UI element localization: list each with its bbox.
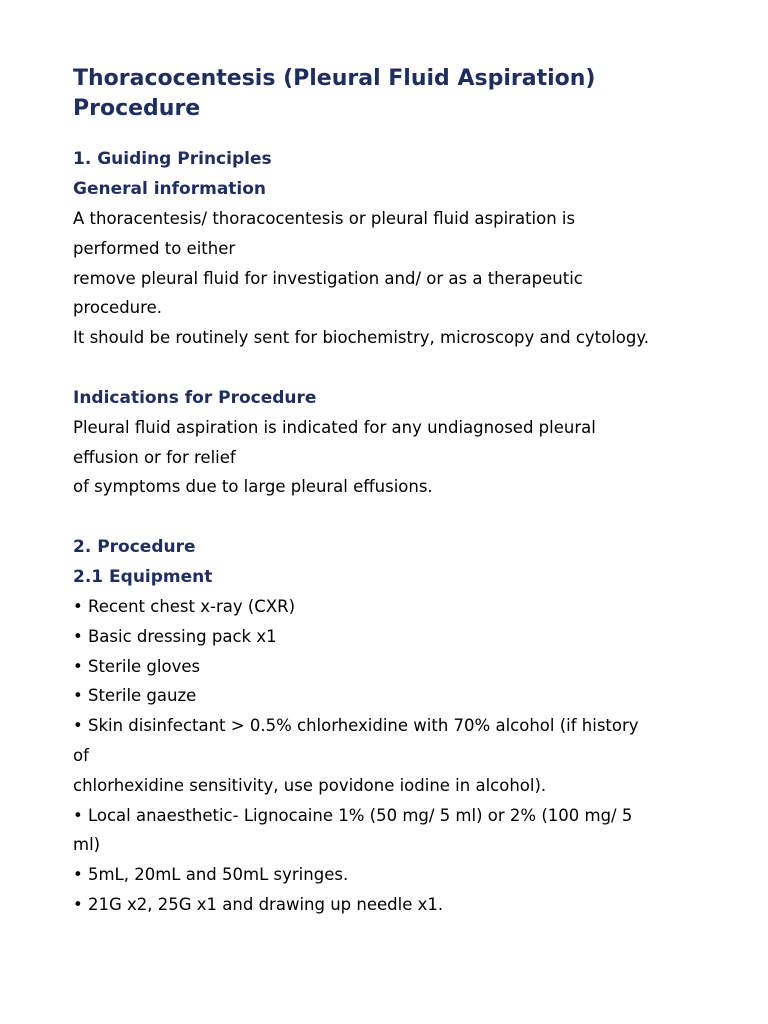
indications-line: of symptoms due to large pleural effusions.: [73, 477, 433, 497]
equipment-list-item: • Basic dressing pack x1: [73, 626, 277, 646]
equipment-list-item: chlorhexidine sensitivity, use povidone iodine in alcohol).: [73, 775, 547, 795]
equipment-list-item: of: [73, 745, 89, 765]
equipment-list-item: • Local anaesthetic- Lignocaine 1% (50 mg/ 5 ml) or 2% (100 mg/ 5: [73, 805, 633, 825]
equipment-list-item: • Sterile gloves: [73, 656, 201, 676]
section-1-heading: 1. Guiding Principles: [73, 149, 272, 169]
equipment-list-item: • Skin disinfectant > 0.5% chlorhexidine with 70% alcohol (if history: [73, 716, 639, 736]
paragraph-spacer: [73, 353, 723, 383]
equipment-list-item: • Sterile gauze: [73, 686, 197, 706]
general-information-line: procedure.: [73, 298, 162, 318]
section-2-heading: 2. Procedure: [73, 536, 196, 557]
equipment-list-item: • 21G x2, 25G x1 and drawing up needle x1.: [73, 894, 444, 914]
document-title: Thoracocentesis (Pleural Fluid Aspiration) Procedure: [73, 66, 596, 121]
equipment-list-item: ml): [73, 835, 101, 855]
general-information-line: It should be routinely sent for biochemistry, microscopy and cytology.: [73, 328, 650, 348]
general-information-heading: General information: [73, 179, 267, 199]
indications-heading: Indications for Procedure: [73, 387, 317, 408]
document-page: [73, 64, 723, 920]
general-information-line: performed to either: [73, 238, 236, 258]
equipment-heading: 2.1 Equipment: [73, 566, 213, 587]
general-information-line: A thoracentesis/ thoracocentesis or pleural fluid aspiration is: [73, 209, 576, 228]
paragraph-spacer: [73, 502, 723, 532]
general-information-line: remove pleural fluid for investigation and/ or as a therapeutic: [73, 268, 583, 288]
equipment-list-item: • 5mL, 20mL and 50mL syringes.: [73, 865, 349, 885]
indications-line: effusion or for relief: [73, 447, 236, 467]
equipment-list-item: • Recent chest x-ray (CXR): [73, 596, 296, 616]
indications-line: Pleural fluid aspiration is indicated for any undiagnosed pleural: [73, 417, 596, 437]
